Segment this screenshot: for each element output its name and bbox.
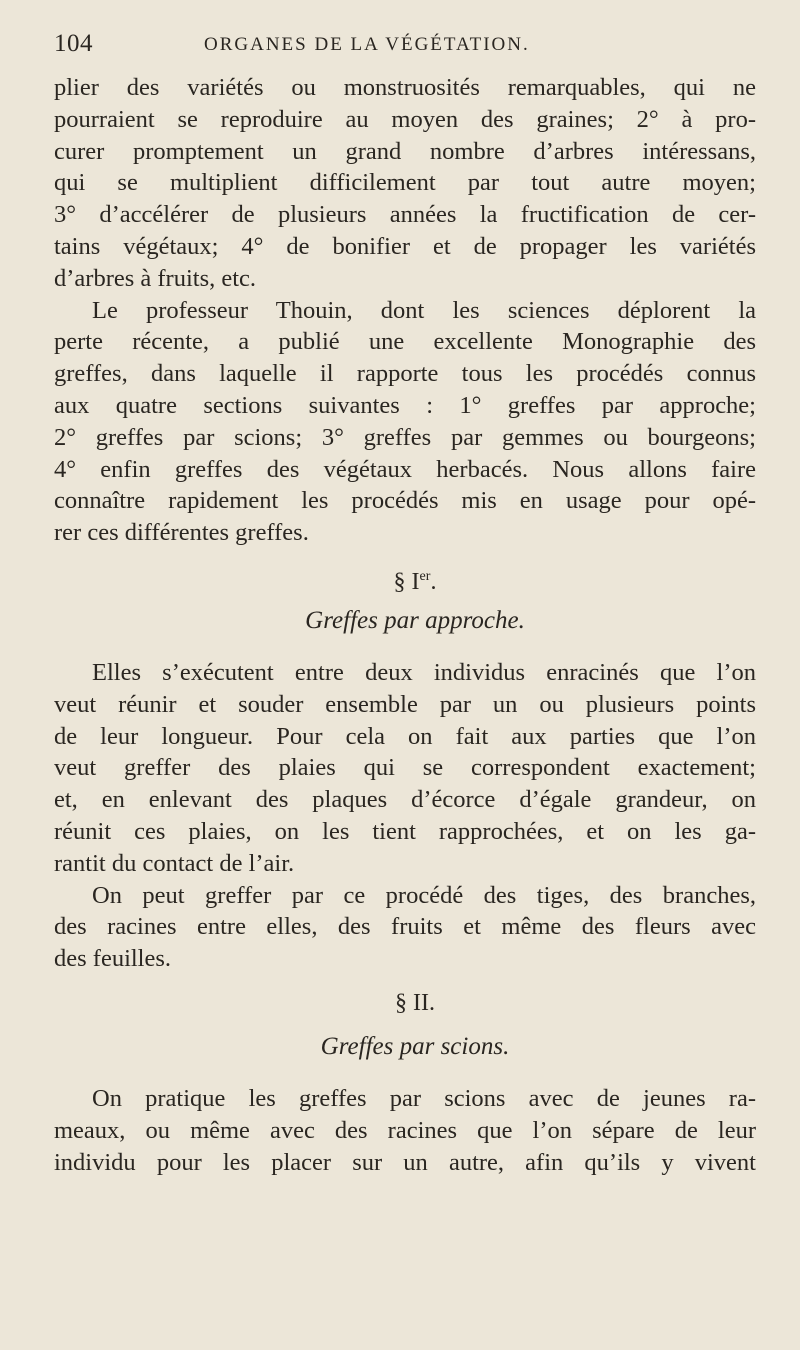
text-line: curer promptement un grand nombre d’arbres intéressans, xyxy=(54,137,756,165)
text-line: veut réunir et souder ensemble par un ou plusieurs points xyxy=(54,690,756,718)
text-line: On pratique les greffes par scions avec de jeunes ra- xyxy=(92,1084,756,1112)
text-line: perte récente, a publié une excellente Monographie des xyxy=(54,328,756,356)
text-line: meaux, ou même avec des racines que l’on sépare de leur xyxy=(54,1116,756,1144)
text-line: d’arbres à fruits, etc. xyxy=(54,264,257,292)
running-head xyxy=(54,26,754,66)
text-line: connaître rapidement les procédés mis en usage pour opé- xyxy=(54,487,756,515)
text-line: 4° enfin greffes des végétaux herbacés. Nous allons faire xyxy=(54,455,756,483)
text-line: rer ces différentes greffes. xyxy=(54,519,309,547)
text-line: plier des variétés ou monstruosités remarquables, qui ne xyxy=(54,74,756,101)
text-line: Le professeur Thouin, dont les sciences déplorent la xyxy=(92,296,756,324)
section-heading: Greffes par approche. xyxy=(305,606,525,634)
section-number-superscript: er xyxy=(419,568,431,584)
paragraph xyxy=(54,657,756,880)
section-number-text: § I xyxy=(393,568,420,595)
text-line: individu pour les placer sur un autre, afin qu’ils y vivent xyxy=(54,1148,756,1176)
text-line: tains végétaux; 4° de bonifier et de propager les variétés xyxy=(54,232,756,260)
text-line: des racines entre elles, des fruits et même des fleurs avec xyxy=(54,913,756,941)
text-line: aux quatre sections suivantes : 1° greffes par approche; xyxy=(54,391,756,419)
text-line: Elles s’exécutent entre deux individus enracinés que l’on xyxy=(92,658,756,686)
section-heading: Greffes par scions. xyxy=(320,1032,510,1060)
paragraph xyxy=(54,72,756,295)
text-line: rantit du contact de l’air. xyxy=(54,849,295,877)
text-line: veut greffer des plaies qui se correspondent exactement; xyxy=(54,754,756,782)
body-text xyxy=(54,72,756,1178)
text-line: greffes, dans laquelle il rapporte tous les procédés connus xyxy=(54,360,756,388)
paragraph xyxy=(54,295,756,549)
paragraph xyxy=(54,880,756,975)
text-line: qui se multiplient difficilement par tout autre moyen; xyxy=(54,169,756,197)
text-line: On peut greffer par ce procédé des tiges, des branches, xyxy=(92,881,756,909)
section-number-period: . xyxy=(430,568,437,595)
text-line: réunit ces plaies, on les tient rapprochées, et on les ga- xyxy=(54,817,756,845)
running-title: ORGANES DE LA VÉGÉTATION. xyxy=(204,34,530,55)
section-number: § II. xyxy=(395,989,435,1016)
text-line: de leur longueur. Pour cela on fait aux parties que l’on xyxy=(54,722,756,750)
page-number: 104 xyxy=(54,30,93,57)
text-line: et, en enlevant des plaques d’écorce d’égale grandeur, on xyxy=(54,786,756,814)
section-number xyxy=(54,555,756,599)
text-line: 3° d’accélérer de plusieurs années la fructification de cer- xyxy=(54,201,756,229)
text-line: pourraient se reproduire au moyen des graines; 2° à pro- xyxy=(54,105,756,133)
text-line: des feuilles. xyxy=(54,945,172,973)
text-line: 2° greffes par scions; 3° greffes par gemmes ou bourgeons; xyxy=(54,423,756,451)
paragraph xyxy=(54,1083,756,1178)
